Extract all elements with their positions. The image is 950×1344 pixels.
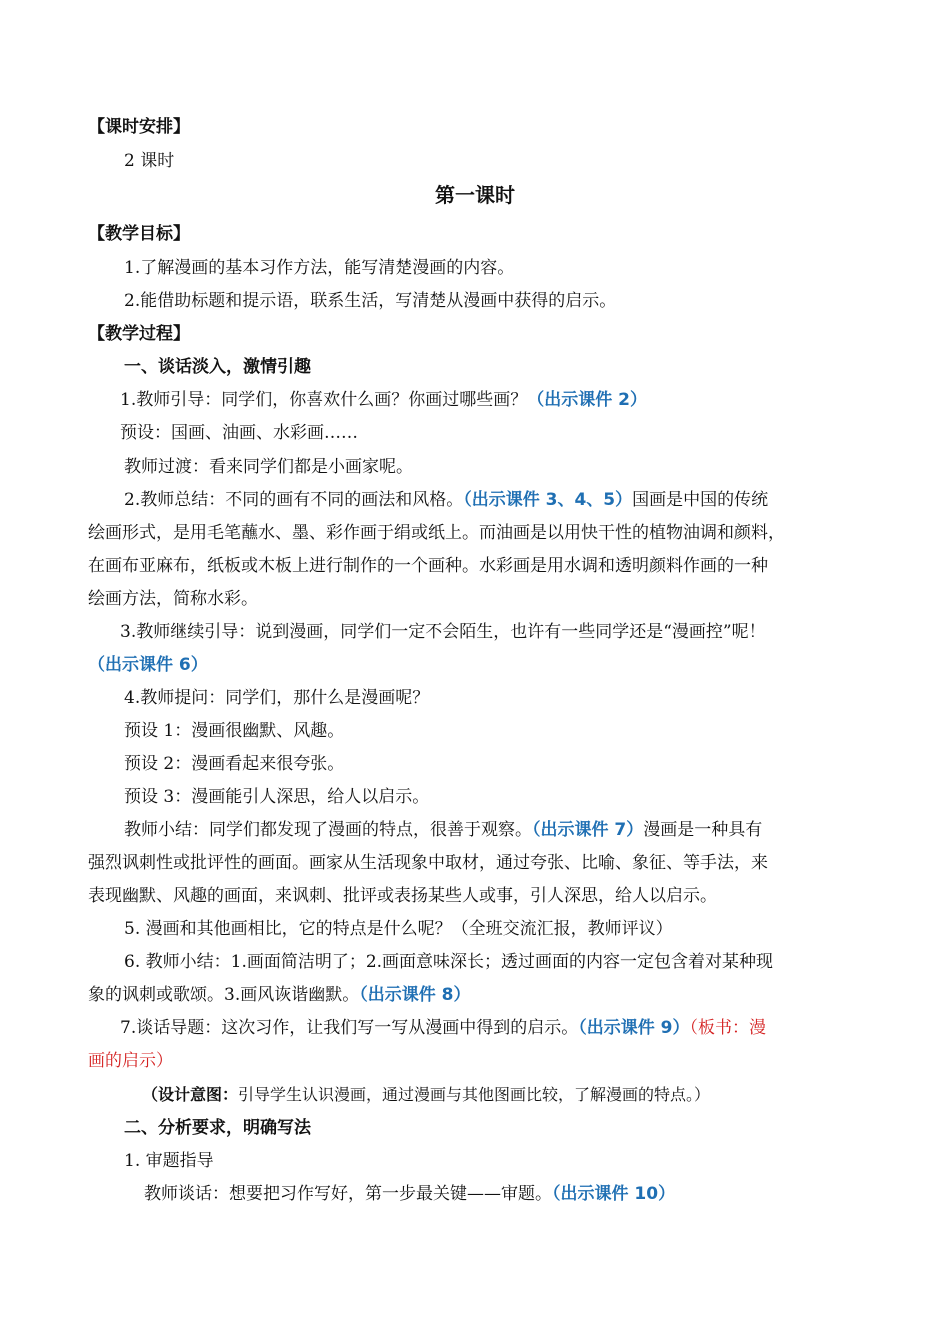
summary-line-3: 表现幽默、风趣的画面，来讽刺、批评或表扬某些人或事，引人深思，给人以启示。: [88, 886, 717, 906]
part2-talk: [144, 1183, 675, 1205]
courseware-ref-8: （出示课件 8）: [359, 985, 471, 1005]
courseware-ref-6: （出示课件 6）: [88, 655, 208, 675]
courseware-ref-7: （出示课件 7）: [532, 820, 644, 840]
schedule-text: 2 课时: [124, 151, 175, 171]
goal-item-1: 1.了解漫画的基本习作方法，能写清楚漫画的内容。: [124, 258, 515, 278]
summary-line-1: [124, 819, 762, 841]
goal-item-2: 2.能借助标题和提示语，联系生活，写清楚从漫画中获得的启示。: [124, 291, 617, 311]
paragraph-7-text: 7.谈话导题：这次习作，让我们写一写从漫画中得到的启示。: [120, 1018, 579, 1038]
preset-3: 预设 3：漫画能引人深思，给人以启示。: [124, 787, 430, 807]
paragraph-6-line-2: [88, 984, 470, 1006]
schedule-heading: 【课时安排】: [88, 117, 190, 137]
paragraph-2-text-a: 2.教师总结：不同的画有不同的画法和风格。: [124, 490, 464, 510]
design-intent-label: （设计意图：: [142, 1085, 239, 1104]
paragraph-1-preset: 预设：国画、油画、水彩画……: [120, 423, 358, 443]
paragraph-2-line-1: [124, 489, 768, 511]
design-intent-text: 引导学生认识漫画，通过漫画与其他图画比较，了解漫画的特点。）: [238, 1085, 711, 1104]
paragraph-7-line-1: [120, 1017, 766, 1039]
summary-text-a: 教师小结：同学们都发现了漫画的特点，很善于观察。: [124, 820, 532, 840]
courseware-ref-9: （出示课件 9）: [578, 1018, 690, 1038]
board-note-b: 画的启示）: [88, 1051, 173, 1071]
preset-1: 预设 1：漫画很幽默、风趣。: [124, 721, 345, 741]
paragraph-2-line-2: 绘画形式，是用毛笔蘸水、墨、彩作画于绢或纸上。而油画是以用快干性的植物油调和颜料，: [88, 523, 785, 543]
courseware-ref-10: （出示课件 10）: [552, 1184, 676, 1204]
preset-2: 预设 2：漫画看起来很夸张。: [124, 754, 345, 774]
part2-talk-text: 教师谈话：想要把习作写好，第一步最关键——审题。: [144, 1184, 552, 1204]
summary-text-b: 漫画是一种具有: [643, 820, 763, 840]
paragraph-3: 3.教师继续引导：说到漫画，同学们一定不会陌生，也许有一些同学还是“漫画控”呢！: [120, 622, 766, 642]
summary-line-2: 强烈讽刺性或批评性的画面。画家从生活现象中取材，通过夸张、比喻、象征、等手法，来: [88, 853, 768, 873]
paragraph-2-line-3: 在画布亚麻布，纸板或木板上进行制作的一个画种。水彩画是用水调和透明颜料作画的一种: [88, 556, 768, 576]
paragraph-1: [120, 389, 647, 411]
courseware-ref-3-4-5: （出示课件 3、4、5）: [463, 490, 633, 510]
paragraph-2-text-b: 国画是中国的传统: [632, 490, 769, 510]
paragraph-1-transition: 教师过渡：看来同学们都是小画家呢。: [124, 457, 413, 477]
part2-heading: 二、分析要求，明确写法: [124, 1118, 311, 1138]
lesson-title: 第一课时: [435, 183, 515, 207]
paragraph-2-line-4: 绘画方法，简称水彩。: [88, 589, 258, 609]
paragraph-6-text: 象的讽刺或歌颂。3.画风诙谐幽默。: [88, 985, 360, 1005]
design-intent: [142, 1084, 710, 1106]
part2-item-1: 1. 审题指导: [124, 1151, 214, 1171]
part1-heading: 一、谈话淡入，激情引趣: [124, 357, 311, 377]
paragraph-4: 4.教师提问：同学们，那什么是漫画呢？: [124, 688, 430, 708]
paragraph-5: 5. 漫画和其他画相比，它的特点是什么呢？（全班交流汇报，教师评议）: [124, 919, 673, 939]
board-note-a: （板书：漫: [689, 1018, 766, 1038]
process-heading: 【教学过程】: [88, 324, 190, 344]
paragraph-1-text: 1.教师引导：同学们，你喜欢什么画？你画过哪些画？: [120, 390, 528, 410]
goals-heading: 【教学目标】: [88, 224, 190, 244]
courseware-ref-2: （出示课件 2）: [527, 390, 647, 410]
paragraph-6-line-1: 6. 教师小结：1.画面简洁明了；2.画面意味深长；透过画面的内容一定包含着对某种现: [124, 952, 774, 972]
